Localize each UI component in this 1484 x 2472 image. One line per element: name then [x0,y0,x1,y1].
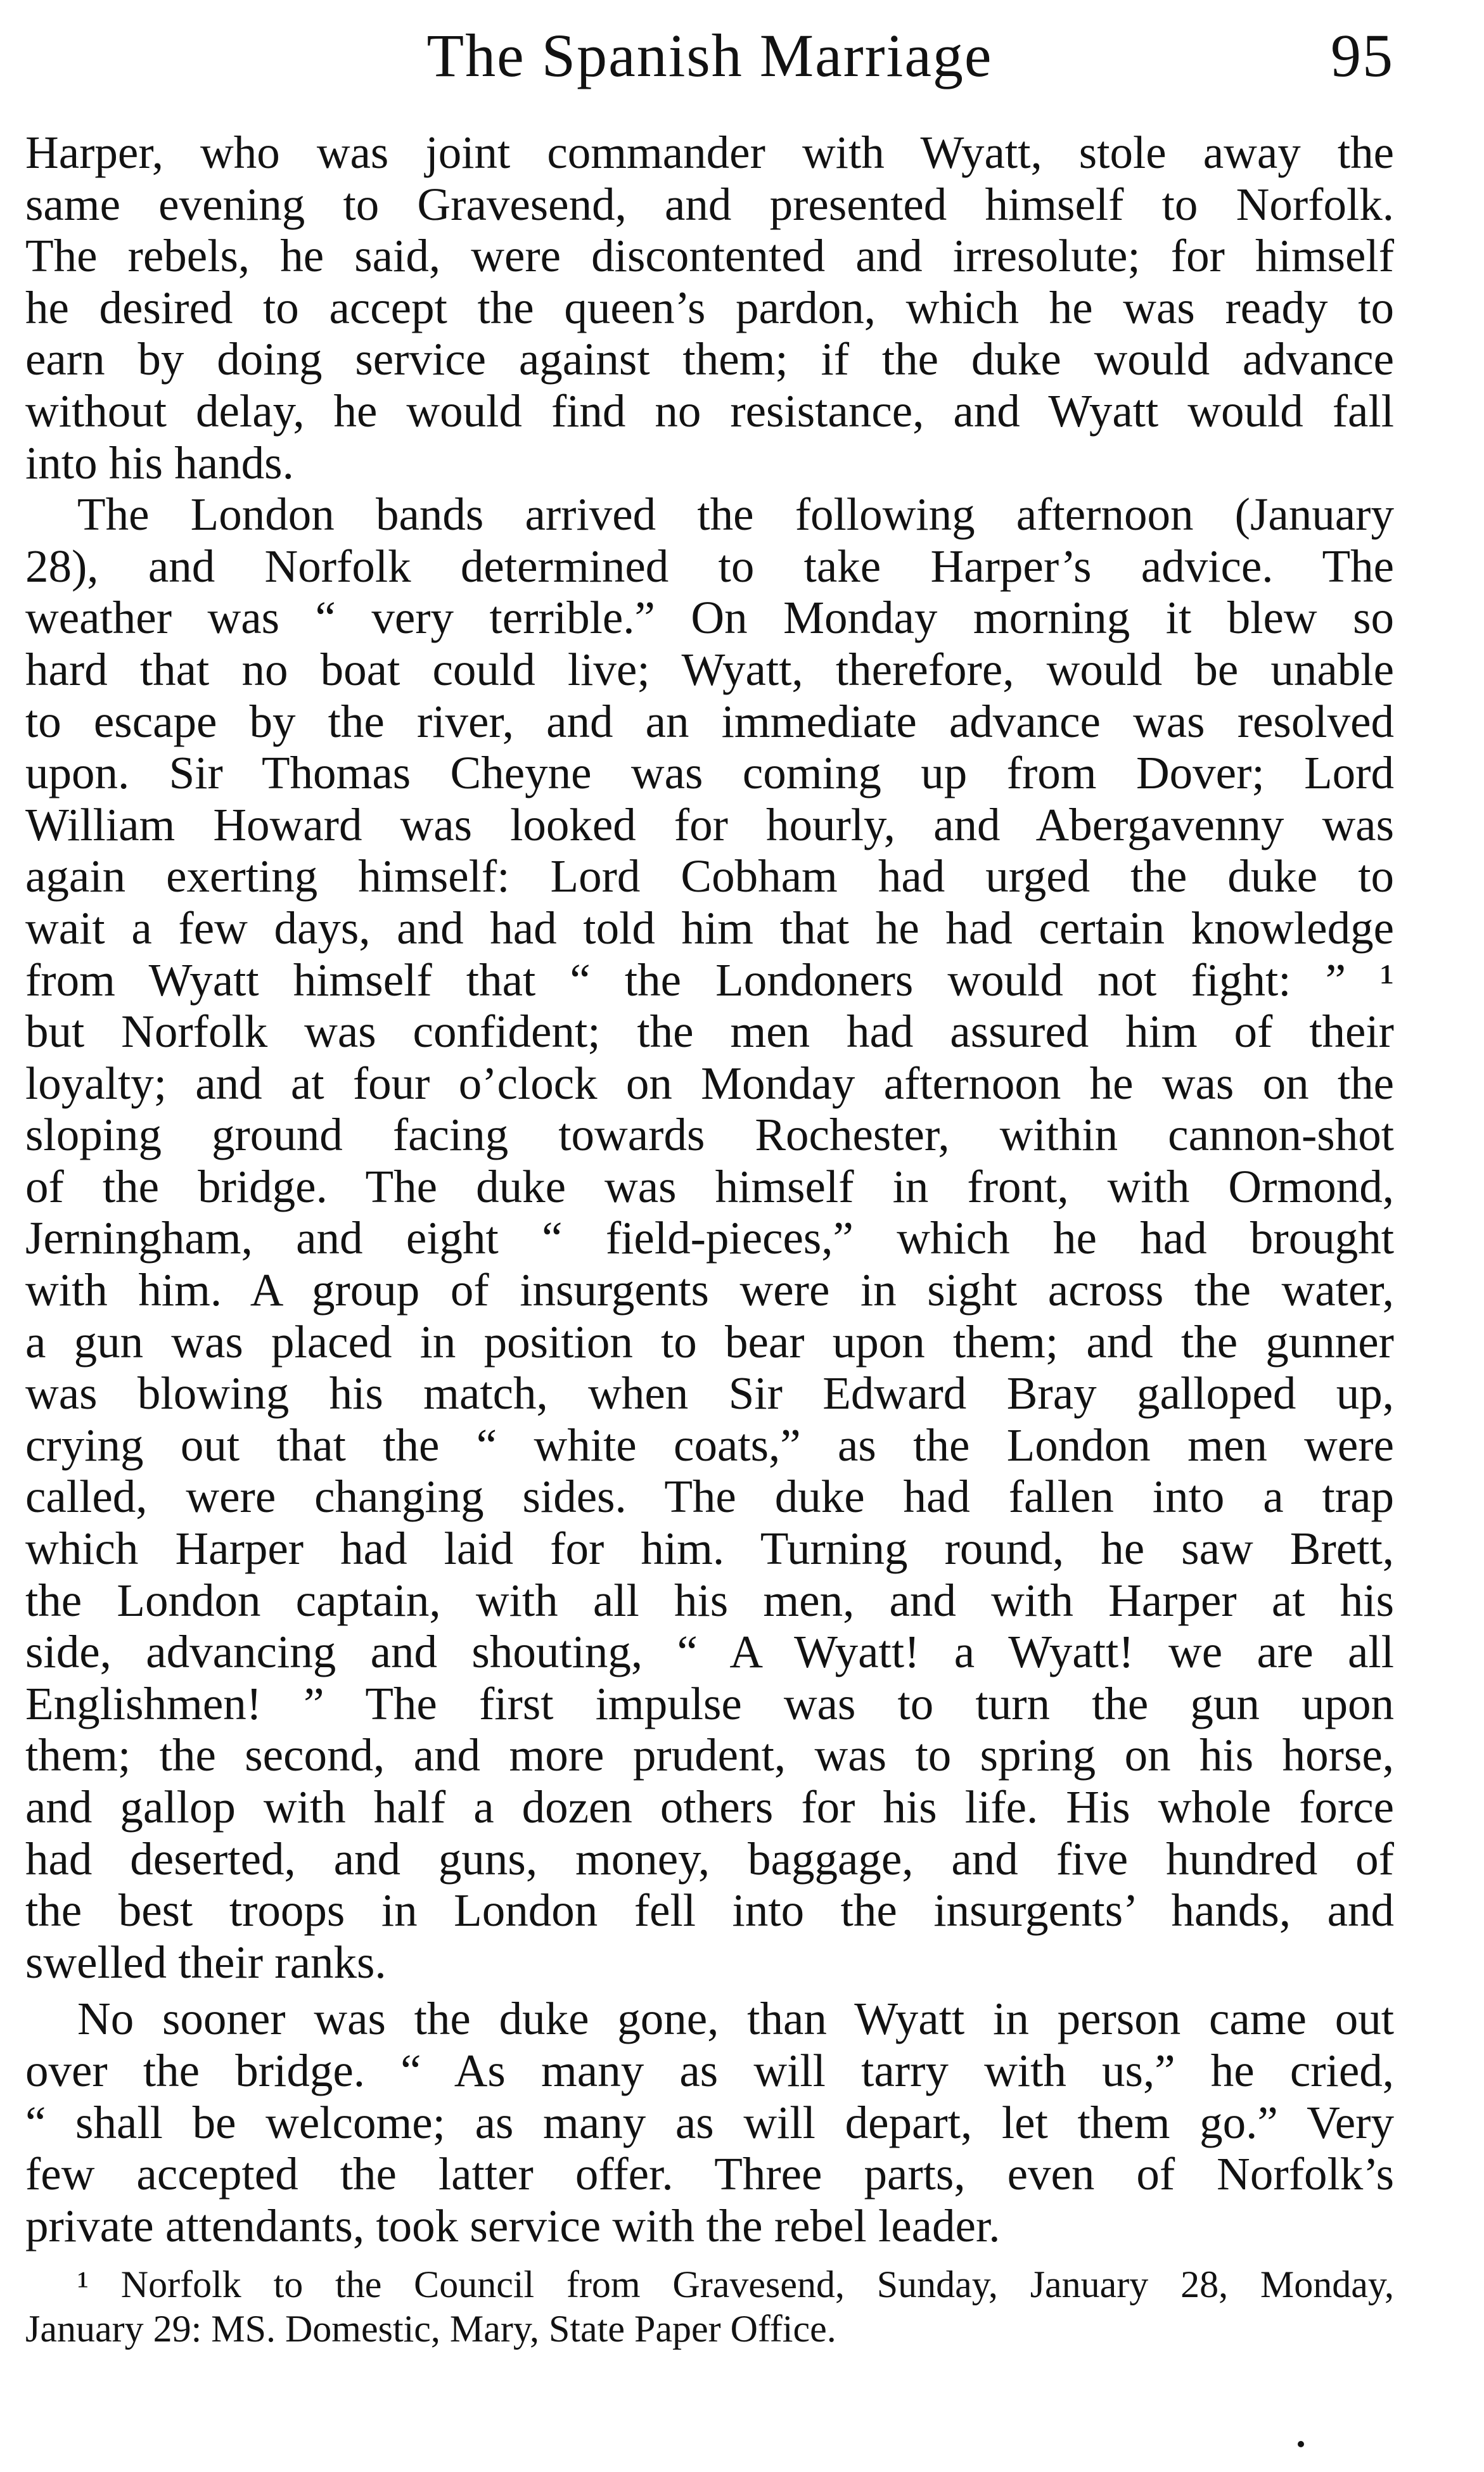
page-number: 95 [1331,22,1394,89]
text-line: over the bridge. “ As many as will tarry with us,” he cried, [25,2044,1394,2096]
text-line: crying out that the “ white coats,” as the London men were [25,1419,1394,1471]
text-line: hard that no boat could live; Wyatt, therefore, would be unable [25,643,1394,695]
text-line: he desired to accept the queen’s pardon, which he was ready to [25,281,1394,333]
text-line: same evening to Gravesend, and presented himself to Norfolk. [25,178,1394,230]
running-header [25,18,1394,94]
text-line: The London bands arrived the following afternoon (January [77,489,1394,541]
text-line: William Howard was looked for hourly, and Abergavenny was [25,798,1394,850]
text-line: side, advancing and shouting, “ A Wyatt! a Wyatt! we are all [25,1626,1394,1678]
text-line: had deserted, and guns, money, baggage, and five hundred of [25,1833,1394,1885]
text-line: Jerningham, and eight “ field-pieces,” which he had brought [25,1212,1394,1264]
text-line: which Harper had laid for him. Turning round, he saw Brett, [25,1523,1394,1575]
footnote-line: January 29: MS. Domestic, Mary, State Paper Office. [25,2308,836,2350]
text-line: weather was “ very terrible.” On Monday morning it blew so [25,592,1394,644]
text-line: private attendants, took service with the rebel leader. [25,2200,1001,2251]
text-line: earn by doing service against them; if the duke would advance [25,333,1394,385]
text-line: Harper, who was joint commander with Wyatt, stole away the [25,127,1394,178]
text-line: a gun was placed in position to bear upon them; and the gunner [25,1316,1394,1367]
text-line: The rebels, he said, were discontented and irresolute; for himself [25,230,1394,282]
text-line: called, were changing sides. The duke had fallen into a trap [25,1471,1394,1523]
text-line: into his hands. [25,437,294,489]
text-line: upon. Sir Thomas Cheyne was coming up from Dover; Lord [25,747,1394,799]
text-line: and gallop with half a dozen others for his life. His whole force [25,1781,1394,1833]
text-line: the best troops in London fell into the insurgents’ hands, and [25,1885,1394,1937]
text-line: swelled their ranks. [25,1936,387,1988]
main-text [25,127,1394,2251]
text-line: them; the second, and more prudent, was to spring on his horse, [25,1729,1394,1781]
text-line: wait a few days, and had told him that he had certain knowledge [25,902,1394,954]
text-line: Englishmen! ” The first impulse was to turn the gun upon [25,1677,1394,1729]
text-line: to escape by the river, and an immediate advance was resolved [25,695,1394,747]
text-line: “ shall be welcome; as many as will depart, let them go.” Very [25,2096,1394,2148]
text-line: loyalty; and at four o’clock on Monday afternoon he was on the [25,1057,1394,1109]
footnote-line: ¹ Norfolk to the Council from Gravesend, Sunday, January 28, Monday, [77,2264,1394,2305]
text-line: sloping ground facing towards Rochester, within cannon-shot [25,1109,1394,1161]
text-line: 28), and Norfolk determined to take Harper’s advice. The [25,540,1394,592]
text-line: without delay, he would find no resistance, and Wyatt would fall [25,385,1394,437]
text-line: from Wyatt himself that “ the Londoners would not fight: ” ¹ [25,954,1394,1006]
print-speck [1298,2441,1304,2447]
text-line: but Norfolk was confident; the men had assured him of their [25,1006,1394,1058]
text-line: again exerting himself: Lord Cobham had urged the duke to [25,850,1394,902]
text-line: with him. A group of insurgents were in sight across the water, [25,1264,1394,1316]
text-line: few accepted the latter offer. Three parts, even of Norfolk’s [25,2148,1394,2200]
footnotes [25,2262,1394,2351]
running-title: The Spanish Marriage [426,22,993,89]
text-line: was blowing his match, when Sir Edward Bray galloped up, [25,1367,1394,1419]
text-line: No sooner was the duke gone, than Wyatt in person came out [77,1993,1394,2045]
paragraph-gap [25,1988,1394,1993]
text-line: of the bridge. The duke was himself in front, with Ormond, [25,1160,1394,1212]
text-line: the London captain, with all his men, and with Harper at his [25,1574,1394,1626]
